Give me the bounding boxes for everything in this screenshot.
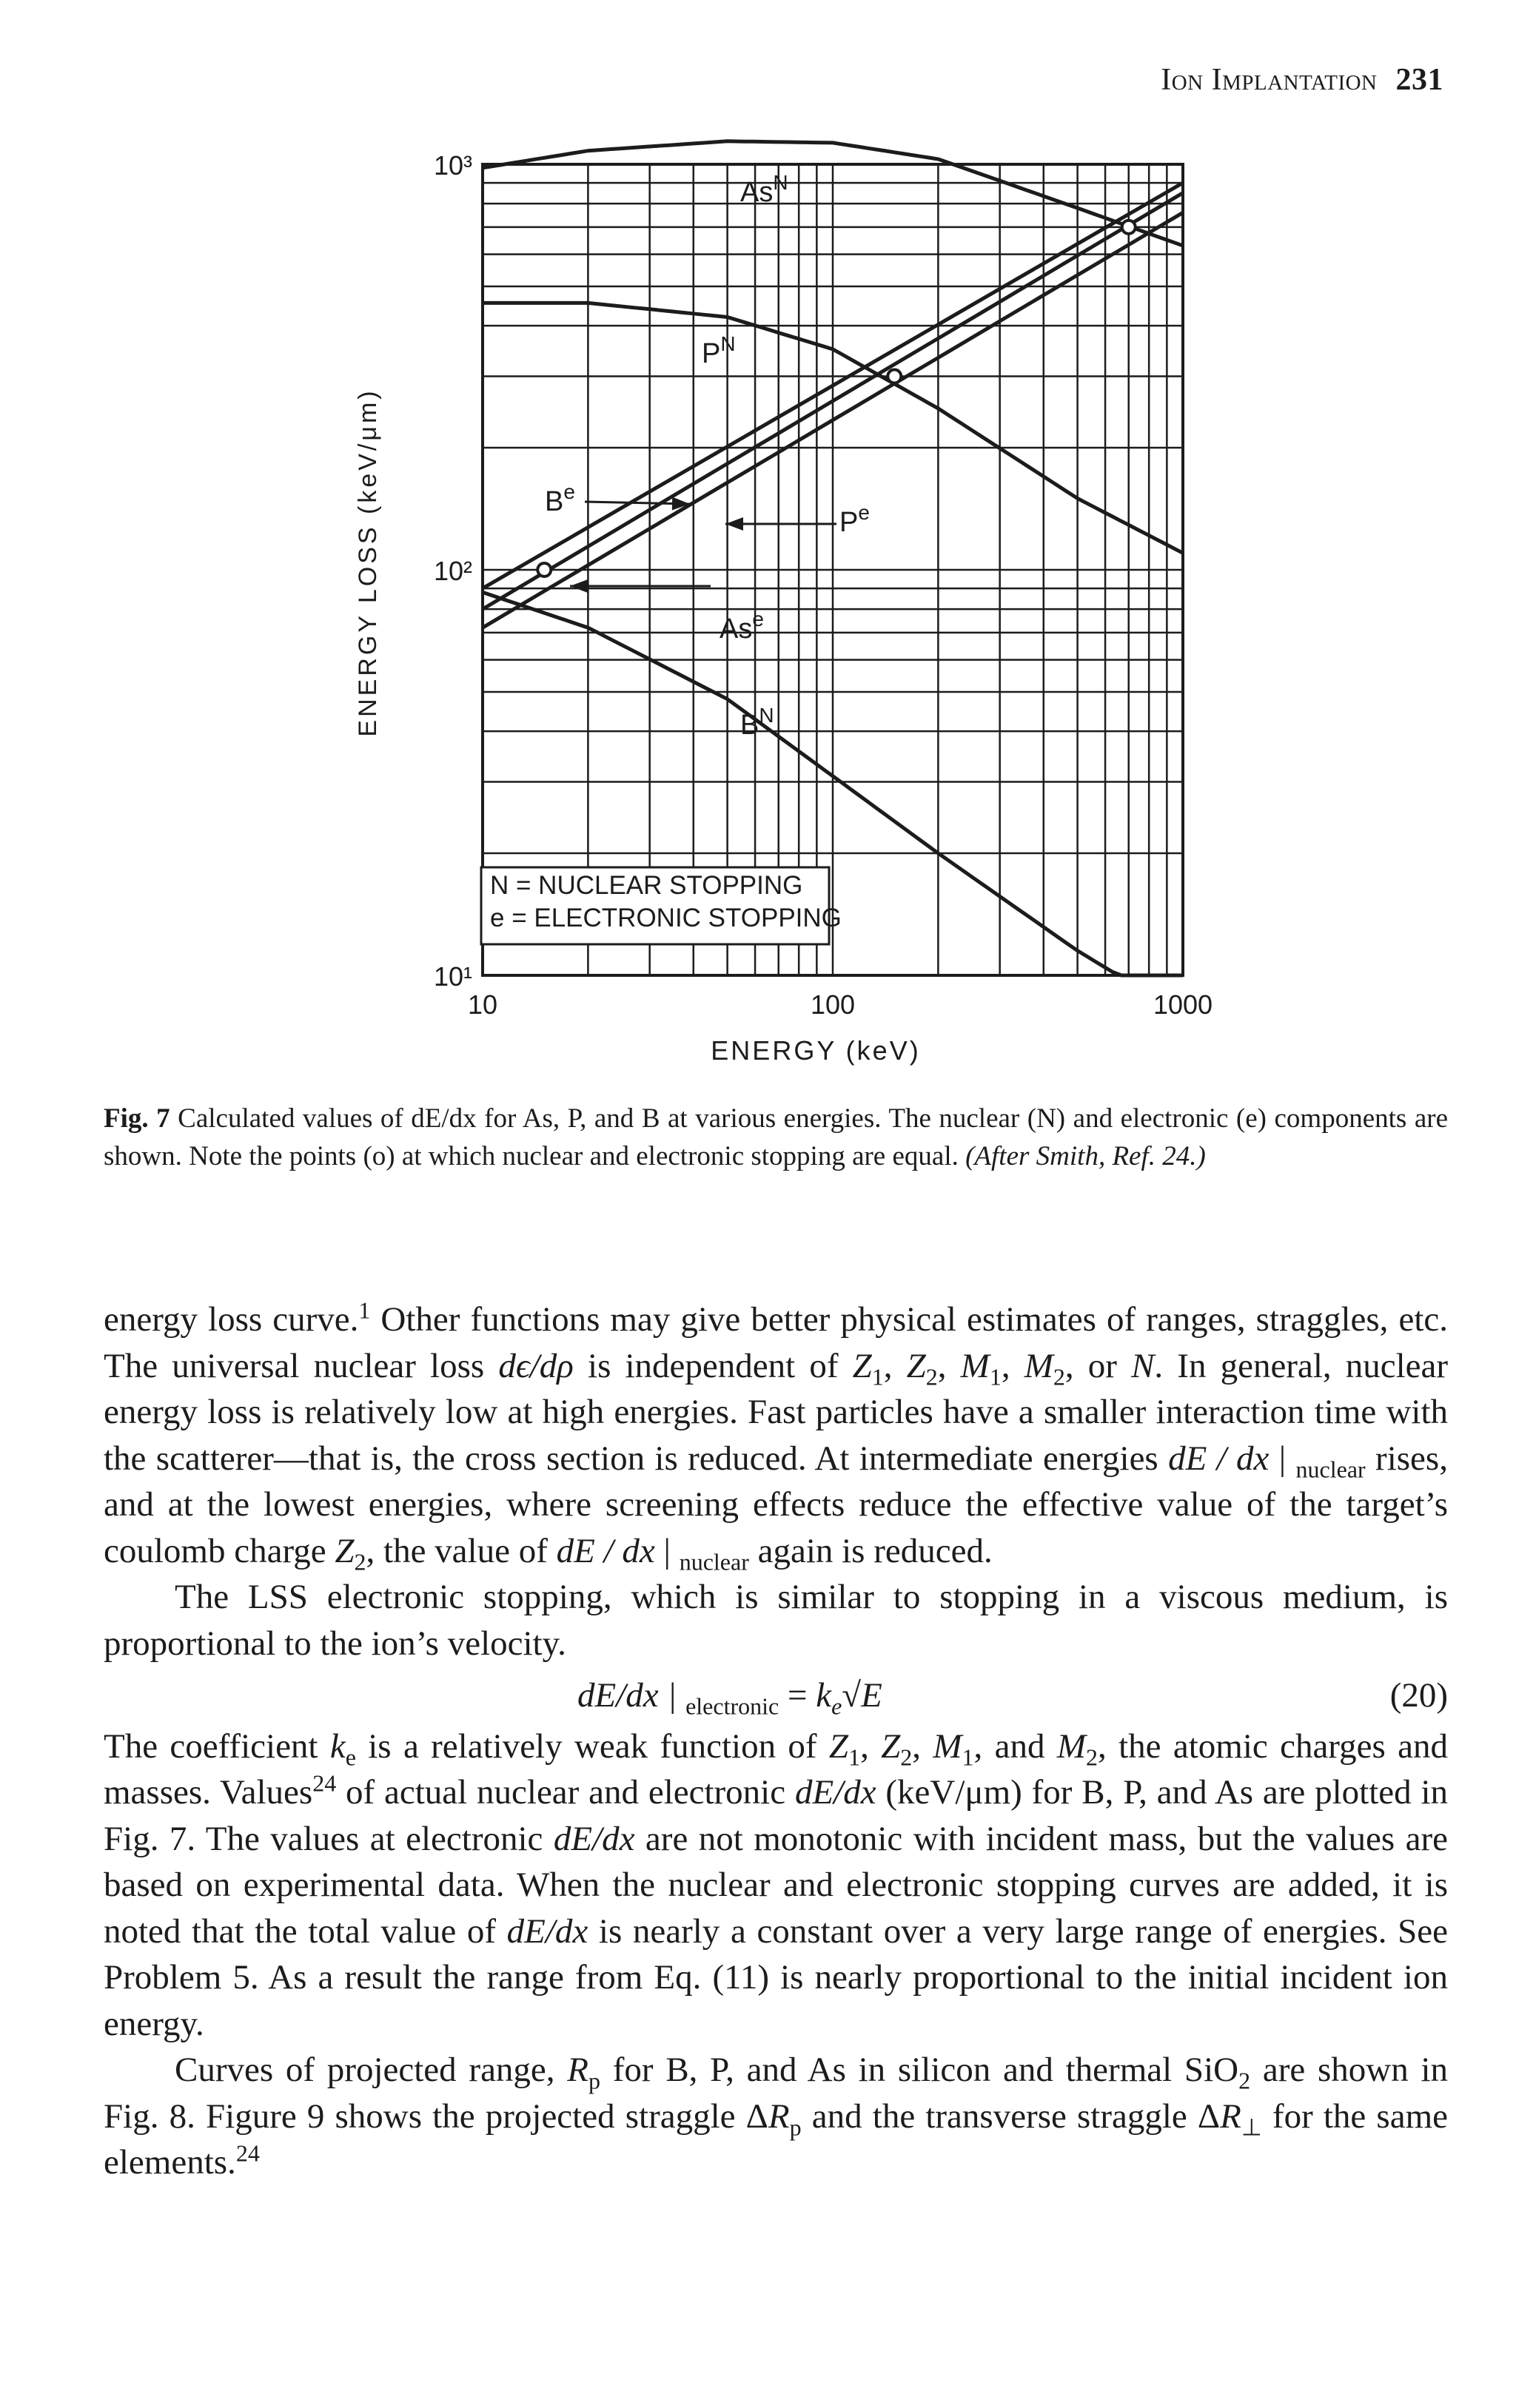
legend-electronic: e = ELECTRONIC STOPPING (490, 904, 842, 932)
series-label-sup: N (720, 332, 736, 355)
caption-text: Calculated values of dE/dx for As, P, and B at various energies. The nuclear (N) and electronic (e) components are shown. Note the points (o) at which nuclear and electronic stopping are equal. (104, 1103, 1448, 1171)
legend-nuclear: N = NUCLEAR STOPPING (490, 871, 803, 900)
x-tick-label: 100 (810, 989, 856, 1020)
y-axis-label: ENERGY LOSS (keV/μm) (354, 388, 382, 737)
y-tick-label: 10¹ (433, 961, 472, 992)
body-text (104, 1297, 1448, 2186)
series-label-sup: e (563, 480, 575, 503)
energy-loss-chart (0, 0, 1516, 1080)
series-label-Pe: $P^e$ (839, 501, 870, 538)
crossover-point (888, 370, 901, 383)
paragraph-1: energy loss curve.$^1$ Other functions may give better physical estimates of ranges, straggles, etc. The universal nuclear loss dϵ/dρ is independent of $Z_1$, $Z_2$, $M_1$, $M_2$, or N. In general, nuclear energy loss is relatively low at high energies. Fast particles have a smaller interaction time with the scatterer—that is, the cross section is reduced. At intermediate energies dE / dx | $_{nuclear}$ rises, and at the lowest energies, where screening effects reduce the effective value of the target’s coulomb charge $Z_2$, the value of dE / dx | $_{nuclear}$ again is reduced. (104, 1297, 1449, 1575)
x-tick-label: 10 (467, 989, 498, 1020)
series-label-Ase: As$^e$ (720, 608, 764, 645)
series-label-AsN: $As^N$ (740, 171, 788, 208)
crossover-point (1122, 221, 1136, 234)
paragraph-3: The coefficient $k_e$ is a relatively weak function of $Z_1$, $Z_2$, $M_1$, and $M_2$, the atomic charges and masses. Values$^{24}$ of actual nuclear and electronic dE/dx (keV/μm) for B, P, and As are plotted in Fig. 7. The values at electronic dE/dx are not monotonic with incident mass, but the values are based on experimental data. When the nuclear and electronic stopping curves are added, it is noted that the total value of dE/dx is nearly a constant over a very large range of energies. See Problem 5. As a result the range from Eq. (11) is nearly proportional to the initial incident ion energy. (104, 1726, 1449, 2043)
series-label-Be: $B^e$ (545, 480, 575, 517)
series-label-BN: $B^N$ (740, 704, 774, 741)
crossover-point (537, 563, 551, 576)
x-axis-label: ENERGY (keV) (711, 1035, 921, 1066)
leader-Ase-head (570, 579, 588, 593)
caption-source: (After Smith, Ref. 24.) (965, 1141, 1206, 1171)
paragraph-4: Curves of projected range, $R_p$ for B, P, and As in silicon and thermal SiO$_2$ are shown in Fig. 8. Figure 9 shows the projected straggle $\Delta R_p$ and the transverse straggle $\Delta R_\perp$ for the same elements.$^{24}$ (104, 2051, 1449, 2182)
equation-20: dE/dx | $_{electronic} = k_e√E$ (20) (104, 1672, 1448, 1719)
figure-caption (104, 1100, 1448, 1175)
series-label-sup: e (858, 501, 870, 524)
y-tick-label: 10² (433, 556, 472, 586)
x-tick-label: 1000 (1153, 989, 1213, 1020)
caption-label: Fig. 7 (104, 1103, 170, 1134)
chart-grid (483, 164, 1183, 975)
page-number: 231 (1395, 63, 1443, 97)
paragraph-2: The LSS electronic stopping, which is similar to stopping in a viscous medium, is proportional to the ion’s velocity. (104, 1578, 1448, 1663)
series-label-sup: e (752, 608, 764, 630)
series-label-sup: N (773, 171, 788, 194)
series-label-PN: $P^N$ (702, 332, 736, 369)
equation-number: (20) (1389, 1676, 1448, 1715)
y-tick-label: 10³ (433, 150, 472, 181)
running-head-title: Ion Implantation (1161, 63, 1378, 97)
series-label-sup: N (759, 704, 774, 727)
